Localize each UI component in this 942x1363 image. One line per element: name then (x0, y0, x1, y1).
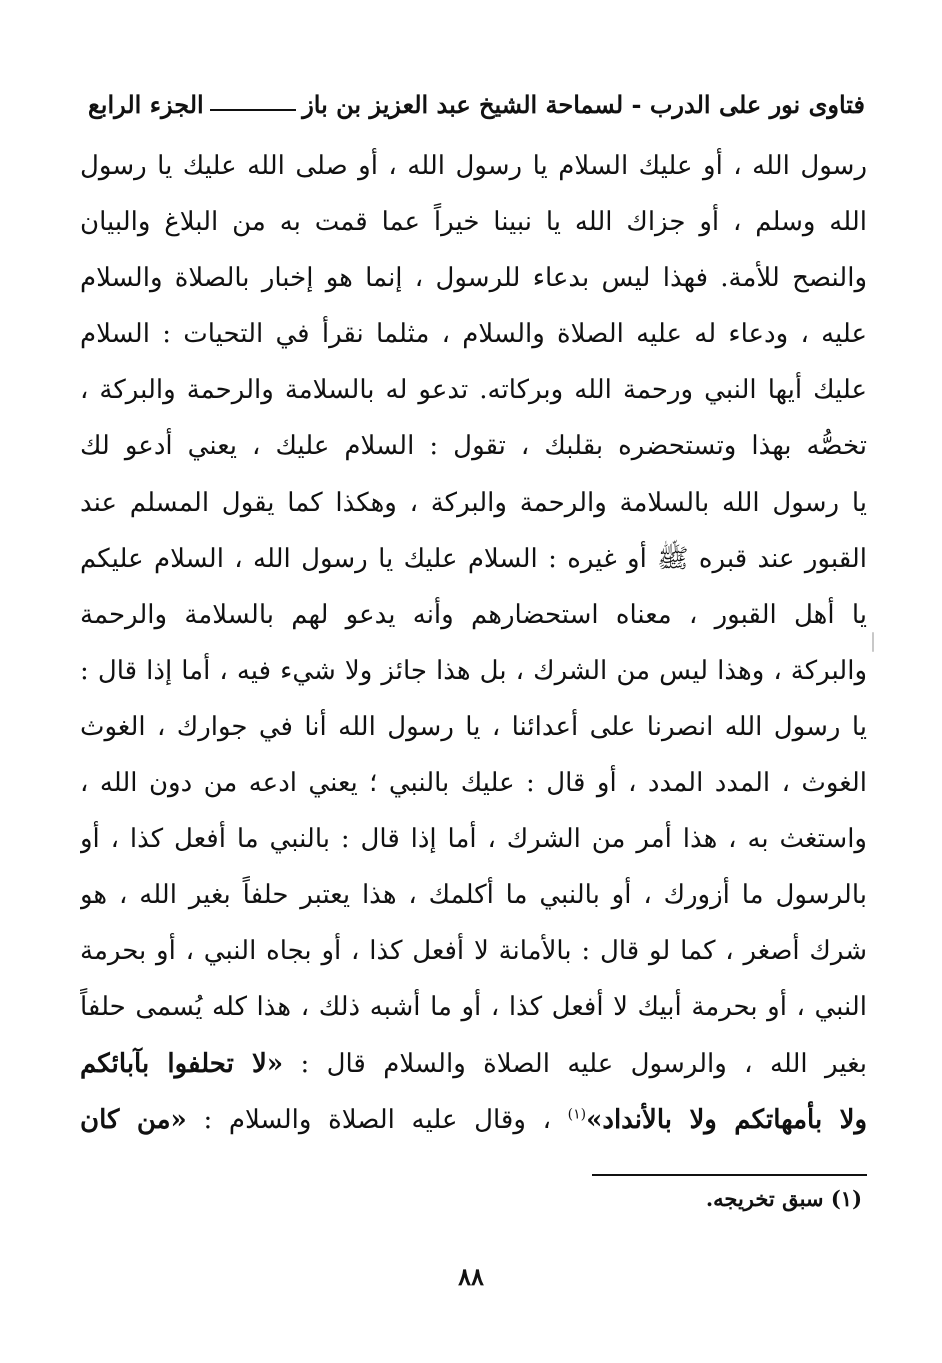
text-line: الله وسلم ، أو جزاك الله يا نبينا خيراً عما قمت به من البلاغ والبيان (80, 207, 867, 238)
book-title: فتاوى نور على الدرب - لسماحة الشيخ عبد العزيز بن باز (302, 89, 865, 119)
text-line: رسول الله ، أو عليك السلام يا رسول الله ، أو صلى الله عليك يا رسول (80, 151, 867, 181)
text-line: القبور عند قبره ﷺ أو غيره : السلام عليك يا رسول الله ، السلام عليكم (80, 543, 867, 574)
text-line: الغوث ، المدد المدد ، أو قال : عليك بالنبي ؛ يعني ادعه من دون الله ، (80, 768, 867, 799)
text-line: والبركة ، وهذا ليس من الشرك ، بل هذا جائز ولا شيء فيه ، أما إذا قال : (80, 655, 867, 686)
text-line: والنصح للأمة. فهذا ليس بدعاء للرسول ، إنما هو إخبار بالصلاة والسلام (80, 263, 867, 294)
text-line: عليه ، ودعاء له عليه الصلاة والسلام ، مثلما نقرأ في التحيات : السلام (80, 319, 867, 350)
text-line: يا أهل القبور ، معناه استحضارهم وأنه يدعو لهم بالسلامة والرحمة (80, 599, 867, 630)
hadith-quote: ولا بأمهاتكم ولا بالأنداد» (586, 1104, 867, 1135)
body-text (80, 138, 867, 1148)
text-line: تخصُّه بهذا وتستحضره بقلبك ، تقول : السلام عليك ، يعني أدعو لك (80, 431, 867, 462)
text-line: يا رسول الله بالسلامة والرحمة والبركة ، وهكذا كما يقول المسلم عند (80, 487, 867, 518)
text-line (80, 1092, 867, 1148)
text-line: عليك أيها النبي ورحمة الله وبركاته. تدعو له بالسلامة والرحمة والبركة ، (80, 375, 867, 406)
hadith-quote: «من كان (80, 1104, 187, 1135)
text-line: النبي ، أو بحرمة أبيك لا أفعل كذا ، أو ما أشبه ذلك ، هذا كله يُسمى حلفاً (80, 992, 867, 1023)
footnote-rule (592, 1174, 867, 1176)
margin-mark (872, 632, 874, 652)
line-text: ، وقال عليه الصلاة والسلام : (203, 1104, 551, 1135)
page-number: ٨٨ (458, 1262, 484, 1291)
footnote: (١) سبق تخريجه. (705, 1186, 862, 1211)
text-line: يا رسول الله انصرنا على أعدائنا ، يا رسول الله أنا في جوارك ، الغوث (80, 711, 867, 742)
header-rule (210, 109, 297, 111)
hadith-quote: «لا تحلفوا بآبائكم (80, 1048, 284, 1079)
text-line (80, 1036, 867, 1092)
footnote-reference[interactable]: (١) (567, 1105, 587, 1122)
running-header (88, 84, 865, 124)
text-line: بالرسول ما أزورك ، أو بالنبي ما أكلمك ، هذا يعتبر حلفاً بغير الله ، هو (80, 880, 867, 911)
text-line: شرك أصغر ، كما لو قال : بالأمانة لا أفعل كذا ، أو بجاه النبي ، أو بحرمة (80, 936, 867, 967)
line-text: بغير الله ، والرسول عليه الصلاة والسلام قال : (300, 1048, 867, 1079)
text-line: واستغث به ، هذا أمر من الشرك ، أما إذا قال : بالنبي ما أفعل كذا ، أو (80, 824, 867, 855)
volume-label: الجزء الرابع (88, 89, 204, 119)
